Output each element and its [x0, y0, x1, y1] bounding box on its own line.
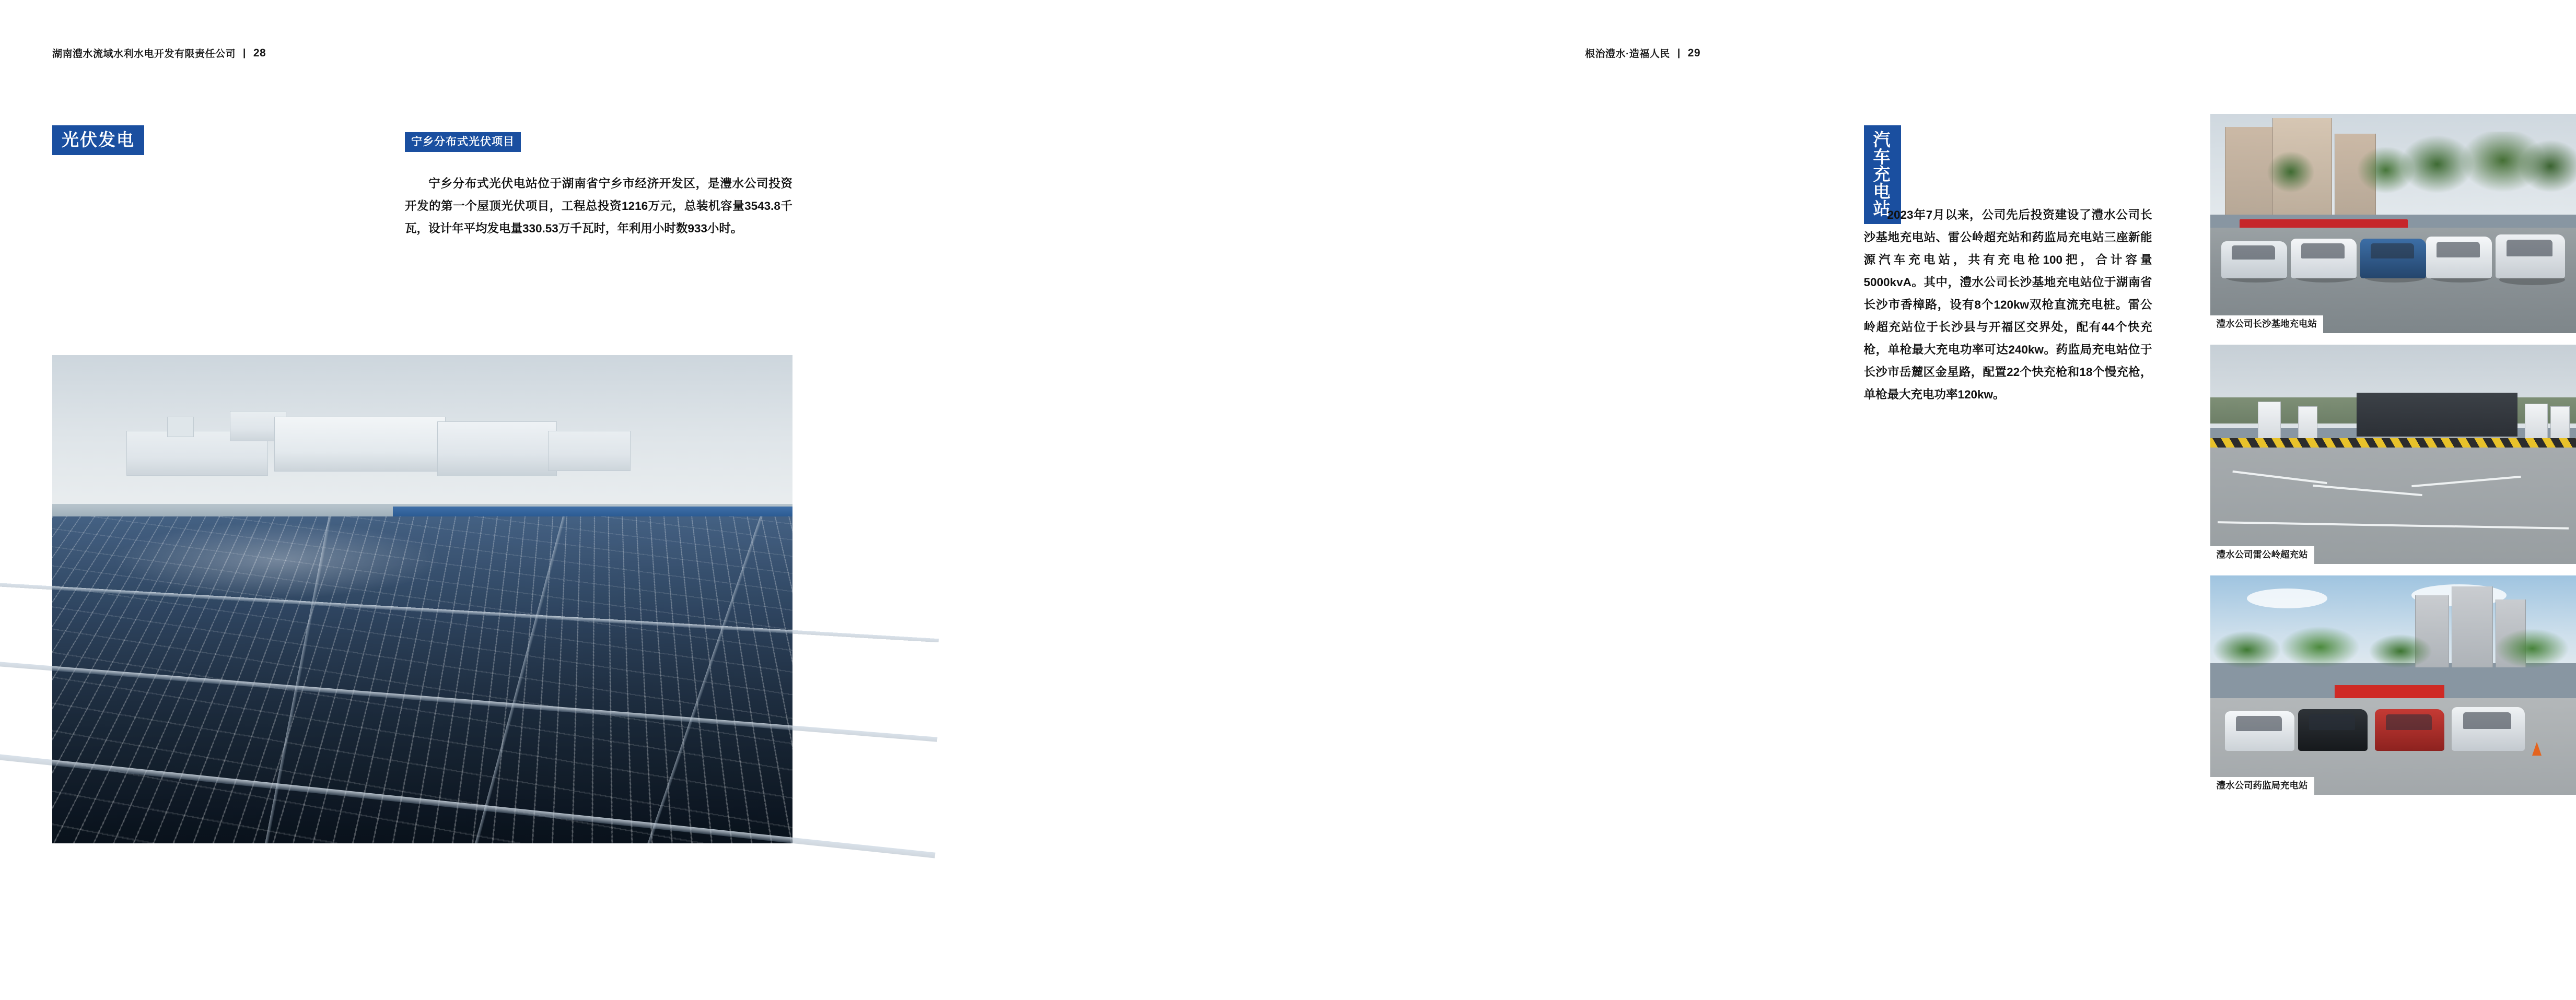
right-page — [877, 0, 2317, 888]
photo1-trees — [2210, 132, 2576, 228]
photo-caption: 澧水公司雷公岭超充站 — [2210, 546, 2314, 564]
page-number-left: 28 — [253, 46, 266, 59]
left-page — [0, 0, 877, 888]
right-body-text — [1864, 204, 2152, 406]
photo-caption: 澧水公司药监局充电站 — [2210, 777, 2314, 795]
photo-card — [2210, 575, 2576, 795]
photo1-car-window — [2371, 243, 2414, 258]
photo3-car-window — [2236, 716, 2282, 731]
photo3-car-window — [2386, 714, 2432, 730]
solar-photo-building — [548, 431, 631, 471]
photo1-car — [2360, 239, 2426, 278]
rooftop-solar-array-photo — [52, 355, 792, 843]
drug-administration-charging-station-photo — [2210, 575, 2576, 795]
photo2-charging-pile — [2298, 406, 2317, 440]
running-head-left-separator: | — [243, 47, 246, 58]
photo1-car-window — [2437, 242, 2480, 257]
solar-photo-roof-edge — [393, 507, 792, 517]
photo1-car-window — [2301, 243, 2345, 258]
photo2-charging-pile — [2550, 406, 2570, 440]
changsha-base-charging-station-photo — [2210, 114, 2576, 333]
photo3-trees — [2210, 623, 2576, 689]
photo2-charging-pile — [2258, 402, 2281, 440]
photo-caption: 澧水公司长沙基地充电站 — [2210, 315, 2324, 333]
solar-photo-building — [274, 417, 446, 472]
photo3-red-banner — [2335, 685, 2444, 698]
left-subsection-title-wrap — [405, 132, 521, 152]
photo3-traffic-cone — [2532, 742, 2542, 756]
photo3-car — [2375, 709, 2444, 751]
left-body-paragraph: 宁乡分布式光伏电站位于湖南省宁乡市经济开发区，是澧水公司投资开发的第一个屋顶光伏项目，工程总投资1216万元，总装机容量3543.8千瓦，设计年平均发电量330.53万千瓦时，年利用小时数933小时。 — [405, 177, 792, 235]
photo2-charging-pile — [2525, 404, 2548, 440]
photo1-car — [2496, 234, 2565, 278]
charging-station-photo-column — [2210, 114, 2576, 806]
left-section-title-wrap — [52, 125, 144, 155]
photo2-kerb-stripes — [2210, 438, 2576, 449]
photo3-cloud — [2247, 589, 2327, 608]
photo3-car — [2298, 709, 2368, 751]
right-body-paragraph: 2023年7月以来，公司先后投资建设了澧水公司长沙基地充电站、雷公岭超充站和药监局充电站三座新能源汽车充电站，共有充电枪100把，合计容量5000kvA。其中，澧水公司长沙基地充电站位于湖南省长沙市香樟路，设有8个120kw双枪直流充电桩。雷公岭超充站位于长沙县与开福区交界处，配有44个快充枪，单枪最大充电功率可达240kw。药监局充电站位于长沙市岳麓区金星路，配置22个快充枪和18个慢充枪，单枪最大充电功率120kw。 — [1863, 208, 2152, 401]
left-body-text — [405, 172, 792, 240]
running-head-left — [52, 46, 266, 60]
photo3-car — [2225, 711, 2294, 751]
section-title-charging-station: 汽车充电站 — [1864, 125, 1901, 224]
page-number-right: 29 — [1687, 46, 1700, 59]
running-head-right-org: 根治澧水·造福人民 — [1584, 49, 1670, 60]
photo3-car-window — [2309, 714, 2355, 730]
section-title-photovoltaic: 光伏发电 — [52, 125, 144, 155]
leigongling-supercharging-station-photo — [2210, 345, 2576, 564]
solar-photo-building — [167, 417, 194, 437]
running-head-right — [1585, 46, 1700, 60]
running-head-right-separator: | — [1677, 47, 1681, 58]
photo3-car-window — [2463, 712, 2511, 729]
solar-photo-building — [437, 421, 557, 476]
photo-card — [2210, 114, 2576, 333]
running-head-left-org: 湖南澧水流域水利水电开发有限责任公司 — [52, 49, 236, 60]
photo-card — [2210, 345, 2576, 564]
photo3-car — [2452, 707, 2525, 751]
photo1-car — [2426, 237, 2492, 278]
solar-photo-glare — [111, 521, 445, 599]
photo1-car — [2221, 241, 2287, 278]
photo1-car-window — [2232, 245, 2275, 260]
photo1-car-window — [2507, 240, 2552, 256]
subsection-title-ningxiang-pv: 宁乡分布式光伏项目 — [405, 132, 521, 152]
photo1-car — [2291, 239, 2357, 278]
photo2-canopy — [2357, 393, 2517, 437]
